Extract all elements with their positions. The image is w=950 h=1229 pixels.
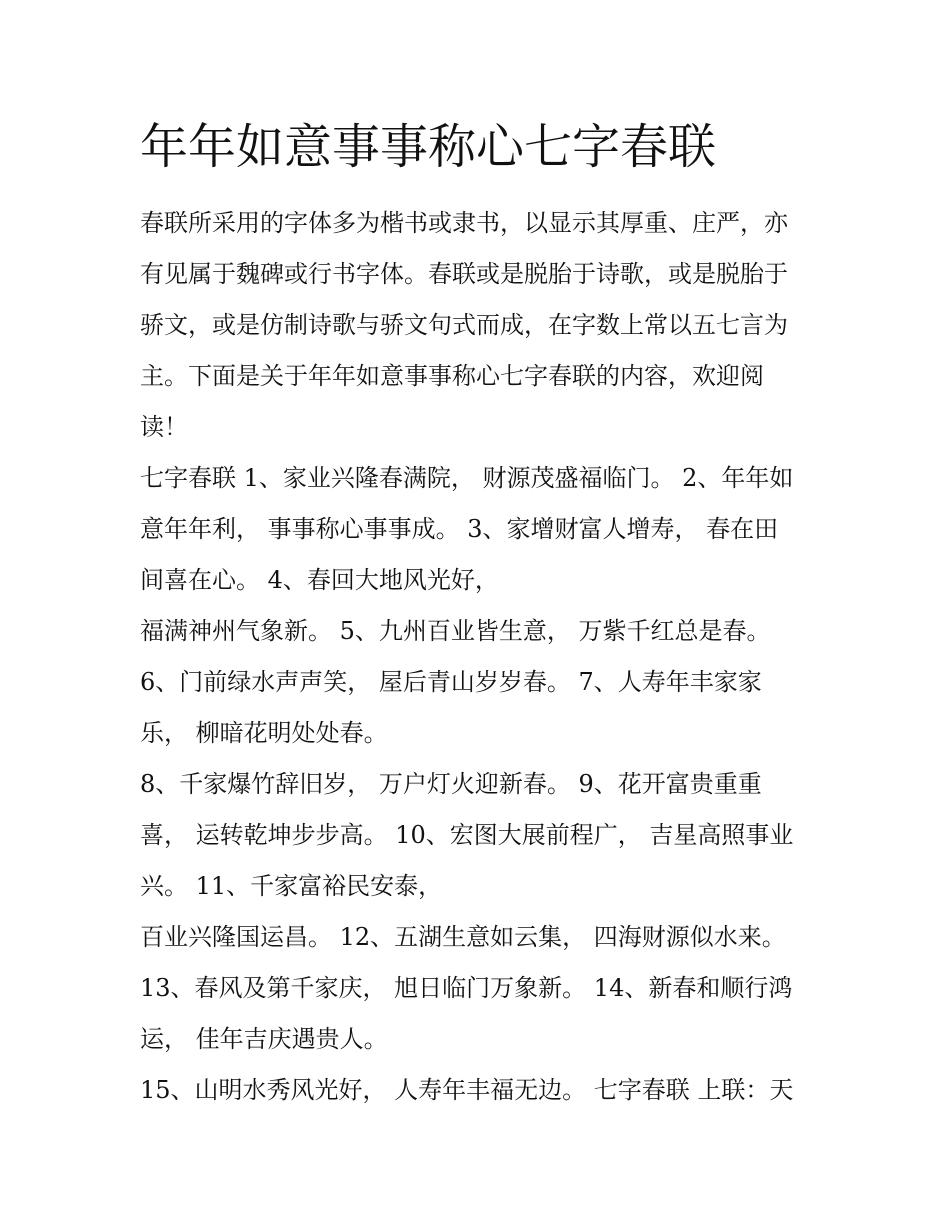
- text-line: 春联所采用的字体多为楷书或隶书，以显示其厚重、庄严，亦: [140, 209, 788, 237]
- text-line: 8、千家爆竹辞旧岁， 万户灯火迎新春。 9、花开富贵重重: [140, 770, 762, 798]
- text-line: 15、山明水秀风光好， 人寿年丰福无边。 七字春联 上联：天: [140, 1076, 794, 1104]
- text-line: 福满神州气象新。 5、九州百业皆生意， 万紫千红总是春。: [140, 617, 771, 645]
- text-line: 骄文，或是仿制诗歌与骄文句式而成，在字数上常以五七言为: [140, 311, 788, 339]
- text-line: 百业兴隆国运昌。 12、五湖生意如云集， 四海财源似水来。: [140, 923, 786, 951]
- text-line: 有见属于魏碑或行书字体。春联或是脱胎于诗歌，或是脱胎于: [140, 260, 788, 288]
- document-page: [140, 112, 820, 1116]
- text-line: 主。下面是关于年年如意事事称心七字春联的内容，欢迎阅: [140, 362, 764, 390]
- text-line: 七字春联 1、家业兴隆春满院， 财源茂盛福临门。 2、年年如: [140, 464, 794, 492]
- text-line: 间喜在心。 4、春回大地风光好，: [140, 566, 499, 594]
- text-line: 乐， 柳暗花明处处春。: [140, 719, 388, 747]
- text-line: 13、春风及第千家庆， 旭日临门万象新。 14、新春和顺行鸿: [140, 974, 793, 1002]
- text-line: 意年年利， 事事称心事事成。 3、家增财富人增寿， 春在田: [140, 515, 779, 543]
- text-line: 6、门前绿水声声笑， 屋后青山岁岁春。 7、人寿年丰家家: [140, 668, 762, 696]
- document-title: 年年如意事事称心七字春联: [140, 119, 717, 175]
- text-line: 运， 佳年吉庆遇贵人。: [140, 1025, 388, 1053]
- text-line: 读！: [140, 413, 188, 441]
- document-body: [140, 198, 820, 1116]
- text-line: 兴。 11、千家富裕民安泰，: [140, 872, 443, 900]
- text-line: 喜， 运转乾坤步步高。 10、宏图大展前程广， 吉星高照事业: [140, 821, 794, 849]
